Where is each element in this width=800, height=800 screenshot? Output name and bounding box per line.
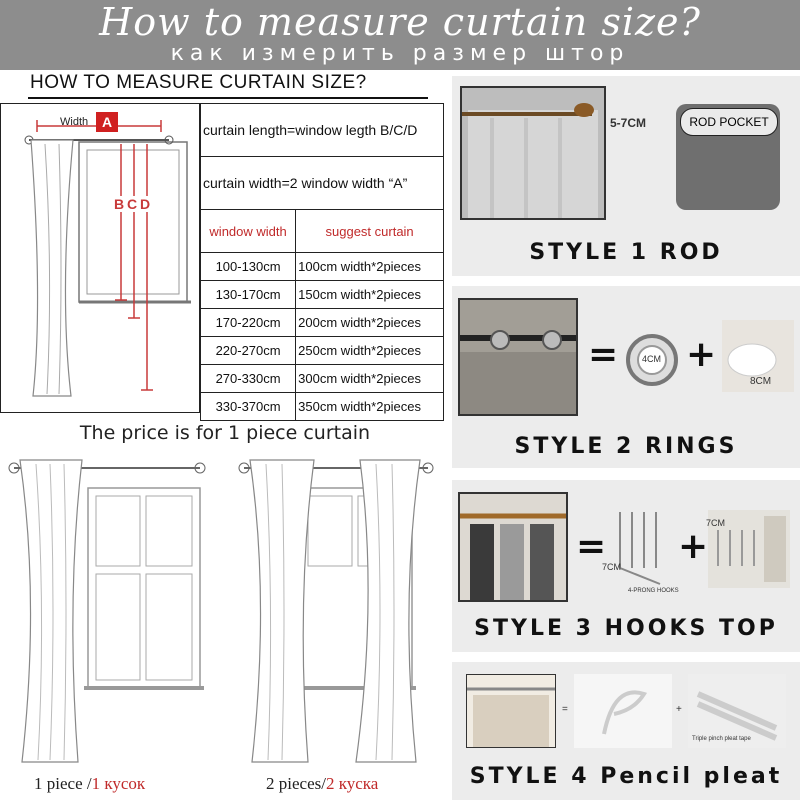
- plus-sign-small: +: [676, 704, 682, 715]
- suggest-cell: 250cm width*2pieces: [296, 337, 444, 365]
- prong-hook-icon: [610, 508, 676, 588]
- width-rule: curtain width=2 window width “A”: [201, 157, 444, 210]
- width-label: Width: [60, 116, 89, 128]
- suggest-cell: 200cm width*2pieces: [296, 309, 444, 337]
- window-width-cell: 130-170cm: [201, 281, 296, 309]
- tape-size: 8CM: [750, 376, 772, 387]
- style-4-label: STYLE 4 Pencil pleat: [469, 764, 783, 789]
- measure-diagram: [0, 103, 200, 413]
- size-table: [200, 103, 444, 421]
- style-3-panel: [452, 480, 800, 652]
- hooks-curtain-graphic: [460, 494, 566, 600]
- table-row: [201, 365, 444, 393]
- width-badge-a: A: [96, 112, 118, 132]
- caption-one-piece: [34, 774, 145, 794]
- rod-size: 5-7CM: [610, 116, 647, 130]
- measure-heading: HOW TO MEASURE CURTAIN SIZE?: [30, 72, 367, 93]
- window-width-cell: 330-370cm: [201, 393, 296, 421]
- rod-curtain-graphic: [462, 88, 604, 218]
- rod-pocket-box: [676, 104, 780, 210]
- caption-one-ru: 1 кусок: [91, 774, 146, 793]
- rings-photo: [458, 298, 578, 416]
- rings-curtain-graphic: [460, 300, 576, 414]
- window-diagram-graphic: [1, 104, 199, 412]
- window-width-cell: 170-220cm: [201, 309, 296, 337]
- banner-title: How to measure curtain size?: [99, 0, 701, 44]
- curtain-illustrations: [0, 450, 450, 770]
- caption-two-ru: 2 куска: [325, 774, 379, 793]
- banner-subtitle: как измерить размер штор: [170, 41, 630, 66]
- table-row: [201, 253, 444, 281]
- pleat-curtain-graphic: [467, 675, 555, 747]
- rod-pocket-label: ROD POCKET: [680, 108, 778, 136]
- window-width-cell: 100-130cm: [201, 253, 296, 281]
- equals-sign: =: [576, 526, 607, 567]
- window-width-cell: 220-270cm: [201, 337, 296, 365]
- heading-underline: [28, 97, 428, 99]
- hook-name: 4-PRONG HOOKS: [628, 588, 679, 594]
- hook-length-2: 7CM: [706, 518, 726, 528]
- table-row: [201, 337, 444, 365]
- caption-two-pieces: [266, 774, 378, 794]
- suggest-cell: 350cm width*2pieces: [296, 393, 444, 421]
- header-window-width: window width: [201, 210, 296, 253]
- marker-d: D: [139, 196, 151, 212]
- table-row: [201, 281, 444, 309]
- table-row: [201, 393, 444, 421]
- pencil-pleat-photo: [466, 674, 556, 748]
- suggest-cell: 300cm width*2pieces: [296, 365, 444, 393]
- style-2-panel: [452, 286, 800, 468]
- caption-two-en: 2 pieces/: [266, 774, 326, 793]
- style-1-panel: [452, 76, 800, 276]
- price-note: The price is for 1 piece curtain: [79, 422, 371, 444]
- equals-sign-small: =: [562, 704, 568, 715]
- table-row: [201, 309, 444, 337]
- suggest-cell: 150cm width*2pieces: [296, 281, 444, 309]
- equals-sign: =: [588, 334, 619, 375]
- style-2-label: STYLE 2 RINGS: [514, 434, 738, 459]
- plus-sign: +: [686, 334, 717, 375]
- ring-size: 4CM: [642, 354, 662, 364]
- pleat-tape-name: Triple pinch pleat tape: [692, 736, 751, 742]
- length-rule: curtain length=window legth B/C/D: [201, 104, 444, 157]
- style-3-label: STYLE 3 HOOKS TOP: [474, 616, 778, 641]
- marker-b: B: [113, 196, 125, 212]
- header-suggest-curtain: suggest curtain: [296, 210, 444, 253]
- hooks-photo: [458, 492, 568, 602]
- pleat-hook-icon: [574, 674, 672, 748]
- caption-one-en: 1 piece /: [34, 774, 92, 793]
- plus-sign: +: [678, 526, 709, 567]
- title-banner: [0, 0, 800, 70]
- window-width-cell: 270-330cm: [201, 365, 296, 393]
- pleat-hook-photo: [574, 674, 672, 748]
- rod-pocket-photo: [460, 86, 606, 220]
- style-1-label: STYLE 1 ROD: [529, 240, 723, 265]
- style-4-panel: [452, 662, 800, 800]
- marker-c: C: [126, 196, 138, 212]
- suggest-cell: 100cm width*2pieces: [296, 253, 444, 281]
- hook-length: 7CM: [602, 562, 622, 572]
